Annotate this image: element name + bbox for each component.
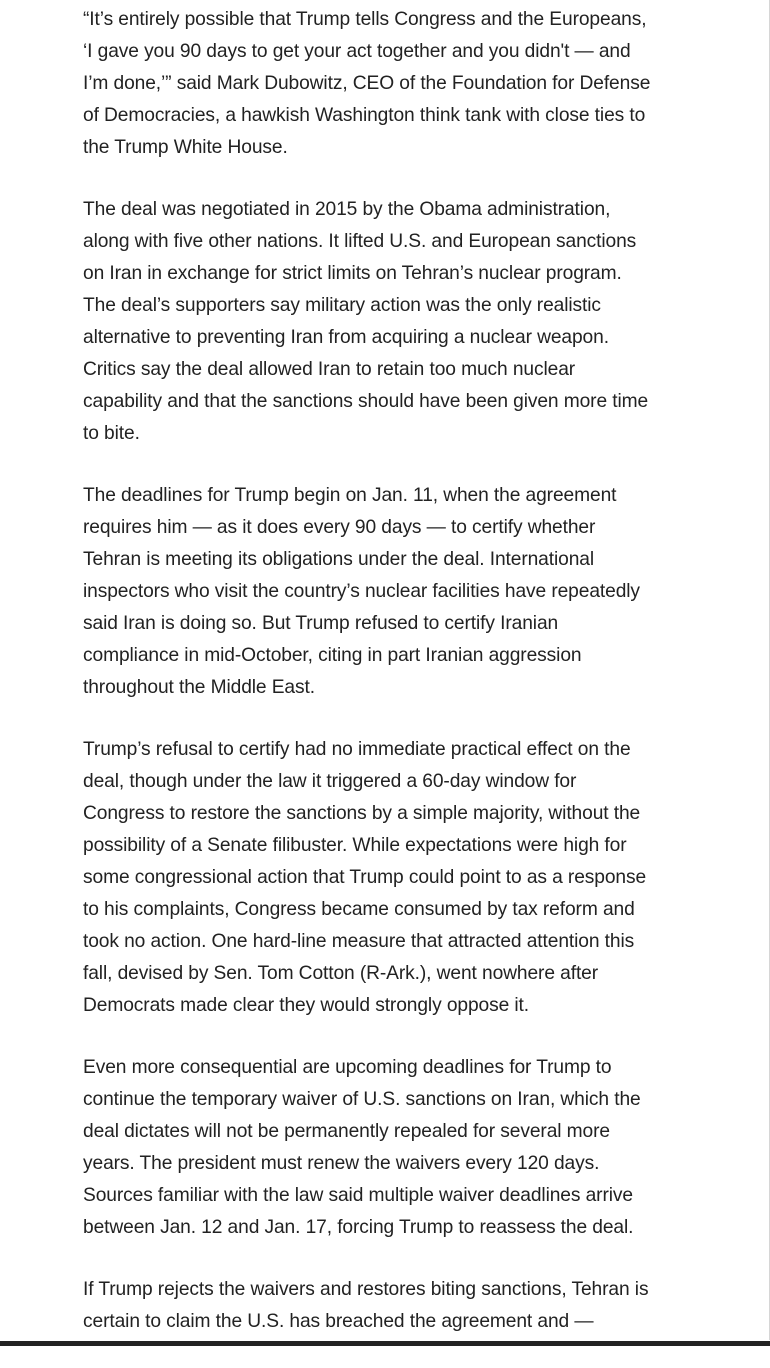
paragraph-line: along with five other nations. It lifted U.S. and European sanctions [83, 231, 637, 252]
article-paragraph-3 [83, 480, 723, 704]
paragraph-line: said Iran is doing so. But Trump refused to certify Iranian [83, 613, 559, 634]
paragraph-line: Even more consequential are upcoming deadlines for Trump to [83, 1057, 612, 1078]
paragraph-line: Democrats made clear they would strongly oppose it. [83, 995, 530, 1016]
paragraph-line: of Democracies, a hawkish Washington think tank with close ties to [83, 105, 646, 126]
paragraph-line: on Iran in exchange for strict limits on Tehran’s nuclear program. [83, 263, 622, 284]
article-body [83, 4, 723, 1368]
paragraph-line: some congressional action that Trump could point to as a response [83, 867, 647, 888]
paragraph-line: compliance in mid-October, citing in part Iranian aggression [83, 645, 582, 666]
paragraph-line: possibility of a Senate filibuster. While expectations were high for [83, 835, 627, 856]
paragraph-line: fall, devised by Sen. Tom Cotton (R-Ark.), went nowhere after [83, 963, 599, 984]
paragraph-line: The deal was negotiated in 2015 by the Obama administration, [83, 199, 611, 220]
paragraph-line: between Jan. 12 and Jan. 17, forcing Trump to reassess the deal. [83, 1217, 634, 1238]
paragraph-line: capability and that the sanctions should have been given more time [83, 391, 649, 412]
article-paragraph-6 [83, 1274, 723, 1338]
paragraph-line: throughout the Middle East. [83, 677, 315, 698]
paragraph-line: deal, though under the law it triggered a 60-day window for [83, 771, 577, 792]
paragraph-line: Sources familiar with the law said multiple waiver deadlines arrive [83, 1185, 633, 1206]
paragraph-line: years. The president must renew the waivers every 120 days. [83, 1153, 600, 1174]
paragraph-line: took no action. One hard-line measure that attracted attention this [83, 931, 635, 952]
paragraph-line: The deadlines for Trump begin on Jan. 11, when the agreement [83, 485, 617, 506]
paragraph-line: to bite. [83, 423, 140, 444]
article-paragraph-2 [83, 194, 723, 450]
paragraph-line: Congress to restore the sanctions by a simple majority, without the [83, 803, 641, 824]
paragraph-line: certain to claim the U.S. has breached the agreement and — [83, 1311, 594, 1332]
paragraph-line: deal dictates will not be permanently repealed for several more [83, 1121, 610, 1142]
paragraph-line: I’m done,’” said Mark Dubowitz, CEO of the Foundation for Defense [83, 73, 651, 94]
paragraph-line: Critics say the deal allowed Iran to retain too much nuclear [83, 359, 576, 380]
paragraph-line: alternative to preventing Iran from acquiring a nuclear weapon. [83, 327, 609, 348]
paragraph-line: to his complaints, Congress became consumed by tax reform and [83, 899, 635, 920]
article-paragraph-1 [83, 4, 723, 164]
article-paragraph-5 [83, 1052, 723, 1244]
paragraph-line: requires him — as it does every 90 days — to certify whether [83, 517, 596, 538]
paragraph-line: The deal’s supporters say military action was the only realistic [83, 295, 601, 316]
paragraph-line: ‘I gave you 90 days to get your act together and you didn't — and [83, 41, 631, 62]
paragraph-line: inspectors who visit the country’s nuclear facilities have repeatedly [83, 581, 640, 602]
paragraph-line: the Trump White House. [83, 137, 288, 158]
paragraph-line: Trump’s refusal to certify had no immediate practical effect on the [83, 739, 631, 760]
paragraph-line: “It’s entirely possible that Trump tells Congress and the Europeans, [83, 9, 647, 30]
bottom-edge-bar [0, 1341, 770, 1346]
paragraph-line: continue the temporary waiver of U.S. sanctions on Iran, which the [83, 1089, 641, 1110]
article-paragraph-4 [83, 734, 723, 1022]
paragraph-line: Tehran is meeting its obligations under the deal. International [83, 549, 595, 570]
paragraph-line: If Trump rejects the waivers and restores biting sanctions, Tehran is [83, 1279, 649, 1300]
